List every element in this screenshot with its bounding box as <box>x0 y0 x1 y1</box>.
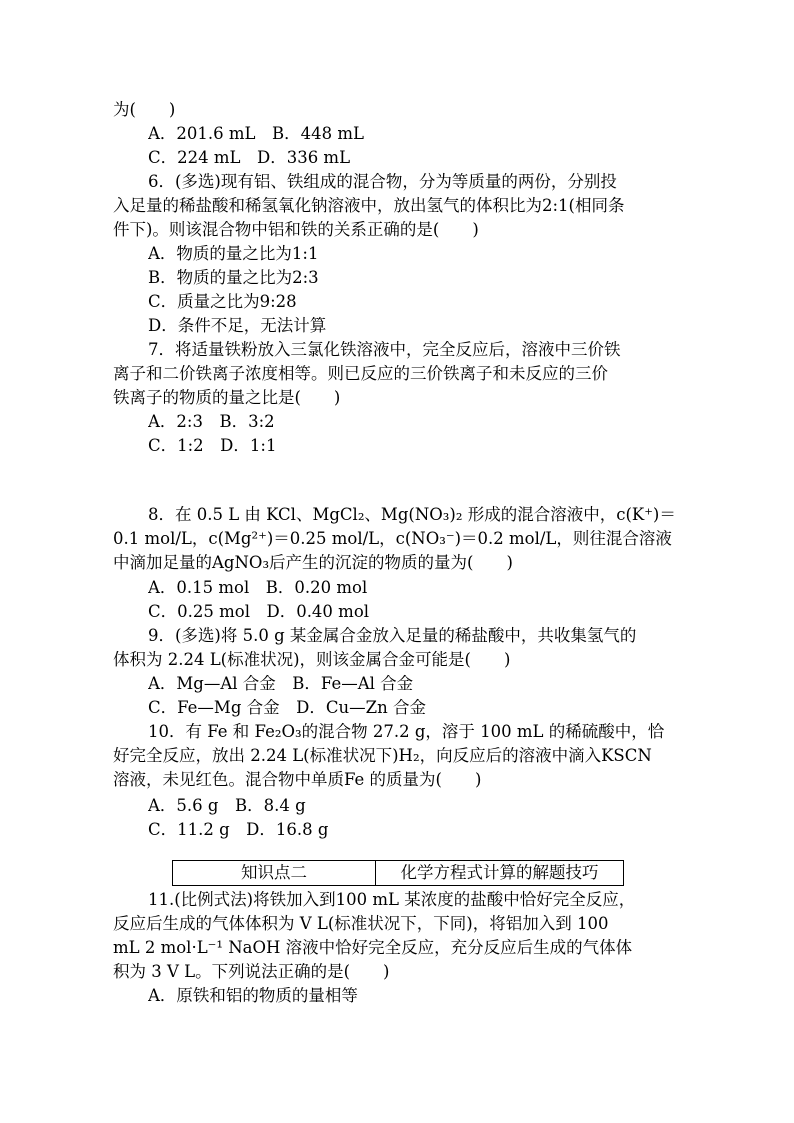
question-6-line: 件下)。则该混合物中铝和铁的关系正确的是( ) <box>113 220 479 239</box>
question-11-line: mL 2 mol·L⁻¹ NaOH 溶液中恰好完全反应，充分反应后生成的气体体 <box>113 938 633 957</box>
option-line: B．物质的量之比为2:3 <box>148 268 319 287</box>
option-line: C．质量之比为9:28 <box>148 292 297 311</box>
question-7-line: 离子和二价铁离子浓度相等。则已反应的三价铁离子和未反应的三价 <box>113 364 608 383</box>
option-line: C．11.2 g D．16.8 g <box>148 820 329 839</box>
option-line: A．0.15 mol B．0.20 mol <box>148 578 368 597</box>
section-header <box>172 860 624 886</box>
question-6-line: 6．(多选)现有铝、铁组成的混合物，分为等质量的两份，分别投 <box>148 172 617 191</box>
question-8-line: 0.1 mol/L，c(Mg²⁺)＝0.25 mol/L，c(NO₃⁻)＝0.2 mol/L，则往混合溶液 <box>113 529 672 548</box>
question-10-line: 好完全反应，放出 2.24 L(标准状况下)H₂，向反应后的溶液中滴入KSCN <box>113 746 652 765</box>
option-line: A．原铁和铝的物质的量相等 <box>148 986 358 1005</box>
option-line: C．1:2 D．1:1 <box>148 436 277 455</box>
option-line: A．Mg—Al 合金 B．Fe—Al 合金 <box>148 674 414 693</box>
question-11-line: 反应后生成的气体体积为 V L(标准状况下，下同)，将铝加入到 100 <box>113 914 609 933</box>
question-11-line: 积为 3 V L。下列说法正确的是( ) <box>113 962 390 981</box>
question-7-line: 7．将适量铁粉放入三氯化铁溶液中，完全反应后，溶液中三价铁 <box>148 340 621 359</box>
question-9-line: 体积为 2.24 L(标准状况)，则该金属合金可能是( ) <box>113 650 511 669</box>
section-title: 化学方程式计算的解题技巧 <box>400 863 599 882</box>
option-line: D．条件不足，无法计算 <box>148 316 327 335</box>
option-line: C．0.25 mol D．0.40 mol <box>148 602 370 621</box>
question-8-line: 8．在 0.5 L 由 KCl、MgCl₂、Mg(NO₃)₂ 形成的混合溶液中，c(K⁺)＝ <box>148 505 676 524</box>
section-label: 知识点二 <box>173 861 376 885</box>
question-9-line: 9．(多选)将 5.0 g 某金属合金放入足量的稀盐酸中，共收集氢气的 <box>148 626 637 645</box>
question-6-line: 入足量的稀盐酸和稀氢氧化钠溶液中，放出氢气的体积比为2:1(相同条 <box>113 196 625 215</box>
option-line: C．224 mL D．336 mL <box>148 148 351 167</box>
option-line: A．2:3 B．3:2 <box>148 412 275 431</box>
question-10-line: 10．有 Fe 和 Fe₂O₃的混合物 27.2 g，溶于 100 mL 的稀硫酸中，恰 <box>148 722 665 741</box>
option-line: C．Fe—Mg 合金 D．Cu—Zn 合金 <box>148 698 426 717</box>
text-line: 为( ) <box>113 100 176 119</box>
option-line: A．201.6 mL B．448 mL <box>148 124 364 143</box>
question-8-line: 中滴加足量的AgNO₃后产生的沉淀的物质的量为( ) <box>113 553 513 572</box>
question-7-line: 铁离子的物质的量之比是( ) <box>113 388 341 407</box>
question-10-line: 溶液，未见红色。混合物中单质Fe 的质量为( ) <box>113 770 482 789</box>
option-line: A．5.6 g B．8.4 g <box>148 796 306 815</box>
question-11-line: 11.(比例式法)将铁加入到100 mL 某浓度的盐酸中恰好完全反应， <box>148 890 636 909</box>
option-line: A．物质的量之比为1:1 <box>148 244 319 263</box>
